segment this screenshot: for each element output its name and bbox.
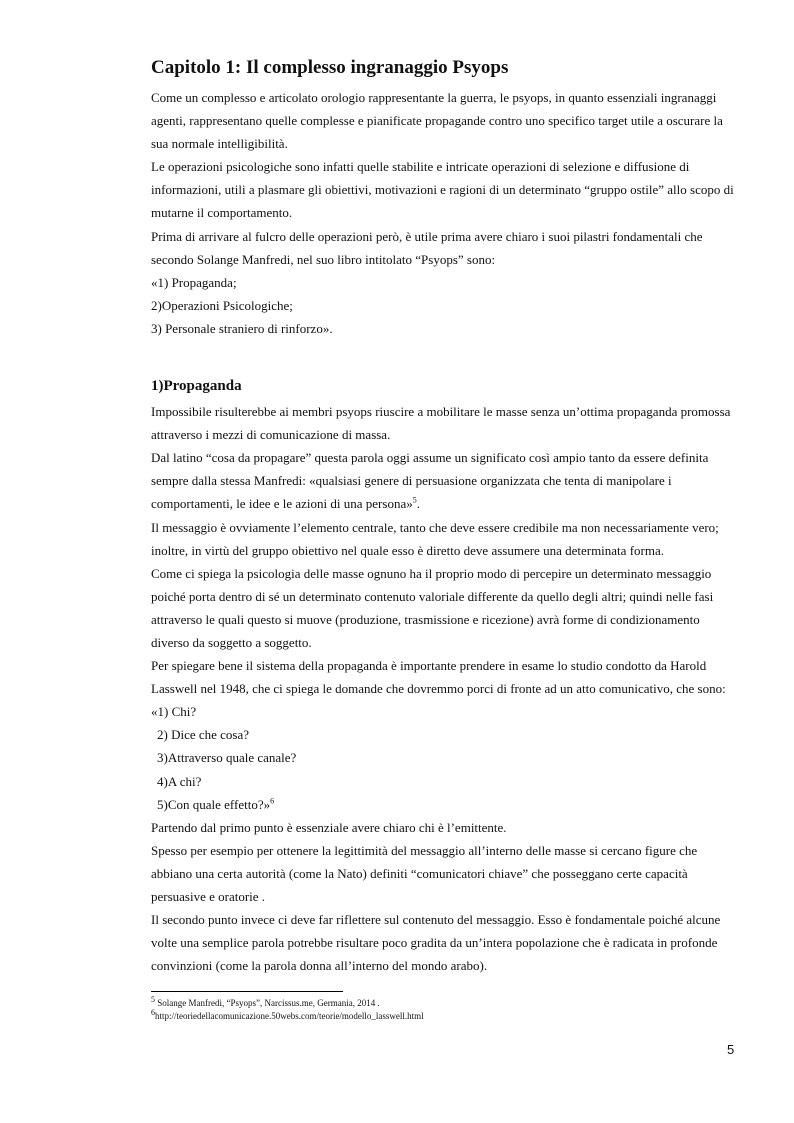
paragraph-end: . (416, 496, 420, 512)
paragraph: Le operazioni psicologiche sono infatti quelle stabilite e intricate operazioni di selezione e diffusione di informazioni, utili a plasmare gli obiettivi, motivazioni e ragioni di un determinato “gruppo ostile” allo scopo di mutarne il comportamento. (151, 159, 734, 221)
paragraph: Per spiegare bene il sistema della propaganda è importante prendere in esame lo studio condotto da Harold Lasswell nel 1948, che ci spiega le domande che dovremmo porci di fronte ad un atto comunicativo, che sono: (151, 658, 726, 697)
question-item: 4)A chi? (157, 773, 202, 789)
question-item (151, 793, 741, 816)
paragraph: Impossibile risulterebbe ai membri psyops riuscire a mobilitare le masse senza un’ottima propaganda promossa attraverso i mezzi di comunicazione di massa. (151, 404, 731, 443)
footnote (151, 1010, 741, 1023)
question-item: 2) Dice che cosa? (157, 727, 250, 743)
footnote-ref[interactable]: 6 (270, 796, 275, 806)
question-item: 3)Attraverso quale canale? (157, 750, 297, 766)
paragraph (151, 446, 741, 515)
paragraph: Il messaggio è ovviamente l’elemento centrale, tanto che deve essere credibile ma non necessariamente vero; inoltre, in virtù del gruppo obiettivo nel quale esso è diretto deve assumere una determinata forma. (151, 519, 719, 558)
list-item: 2)Operazioni Psicologiche; (151, 297, 293, 313)
footnote-number: 5 (151, 995, 155, 1004)
paragraph: Il secondo punto invece ci deve far riflettere sul contenuto del messaggio. Esso è fondamentale poiché alcune volte una semplice parola potrebbe risultare poco gradita da un’intera popolazione che è radicata in profonde convinzioni (come la parola donna all’interno del mondo arabo). (151, 912, 721, 974)
chapter-title: Capitolo 1: Il complesso ingranaggio Psyops (151, 57, 509, 78)
list-item: «1) Propaganda; (151, 274, 237, 290)
footnotes (151, 997, 741, 1023)
page-body (151, 56, 741, 977)
footnote-text: Solange Manfredi, “Psyops”, Narcissus.me, Germania, 2014 . (157, 998, 380, 1008)
paragraph: Partendo dal primo punto è essenziale avere chiaro chi è l’emittente. (151, 819, 507, 835)
paragraph: Come ci spiega la psicologia delle masse ognuno ha il proprio modo di percepire un determinato messaggio poiché porta dentro di sé un determinato contenuto valoriale differente da quello degli altri; quindi nelle fasi attraverso le quali questo si muove (produzione, trasmissione e ricezione) avrà forme di condizionamento diverso da soggetto a soggetto. (151, 565, 714, 650)
question-text: 5)Con quale effetto?» (157, 796, 271, 812)
footnote-divider (151, 991, 343, 992)
section-title: 1)Propaganda (151, 378, 242, 395)
footnote-number: 6 (151, 1008, 155, 1017)
question-item: «1) Chi? (151, 704, 197, 720)
footnote-link[interactable]: http://teoriedellacomunicazione.50webs.com/teorie/modello_lasswell.html (155, 1011, 424, 1021)
footnote-ref[interactable]: 5 (412, 496, 417, 506)
paragraph: Come un complesso e articolato orologio rappresentante la guerra, le psyops, in quanto essenziali ingranaggi agenti, rappresentano quelle complesse e pianificate propagande contro uno specifico target utile a oscurare la sua normale intelligibilità. (151, 90, 723, 152)
paragraph: Prima di arrivare al fulcro delle operazioni però, è utile prima avere chiaro i suoi pilastri fondamentali che secondo Solange Manfredi, nel suo libro intitolato “Psyops” sono: (151, 228, 703, 267)
footnote (151, 997, 741, 1010)
paragraph-text: Dal latino “cosa da propagare” questa parola oggi assume un significato così ampio tanto da essere definita sempre dalla stessa Manfredi: «qualsiasi genere di persuasione organizzata che tenta di manipolare i comportamenti, le idee e le azioni di una persona» (151, 450, 709, 512)
list-item: 3) Personale straniero di rinforzo». (151, 320, 333, 336)
paragraph: Spesso per esempio per ottenere la legittimità del messaggio all’interno delle masse si cercano figure che abbiano una certa autorità (come la Nato) definiti “comunicatori chiave” che posseggano certe capacità persuasive e oratorie . (151, 842, 698, 904)
page-number: 5 (727, 1042, 735, 1057)
